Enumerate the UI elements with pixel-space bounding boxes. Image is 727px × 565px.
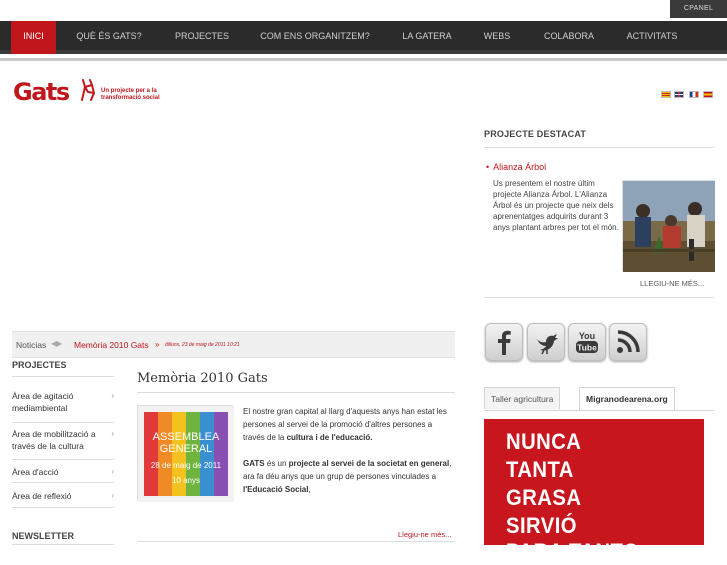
- logo-tagline: [101, 88, 160, 102]
- featured-project-title: PROJECTE DESTACAT: [484, 129, 587, 139]
- nav-item-com-ens-organitzem[interactable]: COM ENS ORGANITZEM?: [260, 31, 370, 41]
- article-read-more-link[interactable]: Llegiu-ne més...: [398, 530, 452, 539]
- text-run: ,: [308, 485, 311, 494]
- tagline-line-1: Un projecte per a la: [101, 88, 157, 94]
- chevron-right-icon: ›: [111, 391, 114, 400]
- tabs-underline: [484, 410, 714, 411]
- bullet-icon: •: [486, 162, 490, 172]
- poster-line-4: 10 anys: [171, 476, 201, 485]
- sidebar-item-agitacio[interactable]: [12, 390, 114, 414]
- article-paragraph-1: [243, 405, 453, 444]
- divider: [12, 482, 114, 483]
- rss-button[interactable]: [609, 323, 647, 361]
- english-flag-icon[interactable]: [674, 91, 684, 98]
- youtube-icon: [573, 328, 601, 356]
- featured-read-more-link[interactable]: LLEGIU-NE MÉS...: [640, 279, 705, 288]
- cpanel-button[interactable]: CPANEL: [670, 0, 727, 18]
- text-run: és un: [264, 459, 289, 468]
- chevron-right-icon: ›: [111, 491, 114, 500]
- banner-line-4: SIRVIÓ: [506, 513, 578, 538]
- tab-taller-agricultura[interactable]: Taller agricultura: [484, 387, 560, 409]
- banner-line-2: TANTA: [506, 457, 574, 482]
- banner-line-3: GRASA: [506, 485, 582, 510]
- tagline-line-2: transformació social: [101, 95, 160, 101]
- divider: [12, 459, 114, 460]
- sidebar-item-label: través de la cultura: [12, 441, 84, 451]
- catalan-flag-icon[interactable]: [661, 91, 671, 98]
- nav-item-inici[interactable]: INICI: [11, 21, 56, 54]
- assembly-poster-image: [138, 406, 234, 502]
- facebook-icon: [490, 328, 518, 356]
- text-run-bold: projecte al servei de la societat en general: [288, 459, 450, 468]
- divider: [484, 147, 714, 148]
- nav-item-colabora[interactable]: COLABORA: [543, 31, 594, 41]
- breadcrumb: [12, 331, 455, 358]
- nav-item-que-es-gats[interactable]: QUÈ ÉS GATS?: [76, 31, 142, 41]
- facebook-button[interactable]: [485, 323, 523, 361]
- sidebar-item-label: Àrea de agitació: [12, 391, 74, 401]
- twitter-bird-icon: [532, 328, 560, 356]
- text-run-bold: l'Educació Social: [243, 485, 309, 494]
- sidebar-item-label: Àrea d'acció: [12, 467, 59, 477]
- tree-planting-photo: [623, 181, 715, 272]
- article-paragraph-2: [243, 457, 453, 496]
- newsletter-section-title: NEWSLETTER: [12, 531, 74, 541]
- text-run: , ara fa déu anys que un grup de persones vinculades a: [243, 459, 452, 481]
- campaign-banner[interactable]: [484, 419, 704, 564]
- banner-line-5: PARA TANTO: [506, 539, 640, 564]
- banner-line-1: NUNCA: [506, 429, 582, 454]
- nav-item-activitats[interactable]: ACTIVITATS: [626, 31, 678, 41]
- article-title[interactable]: Memòria 2010 Gats: [137, 371, 268, 386]
- featured-link-label: Alianza Árbol: [493, 162, 547, 172]
- main-nav: [0, 21, 727, 54]
- poster-line-3: 28 de maig de 2011: [150, 461, 222, 470]
- cat-figure-icon: [79, 78, 97, 102]
- sidebar-item-label: Àrea de mobilització a: [12, 429, 96, 439]
- poster-line-2: GENERAL: [159, 443, 213, 455]
- sidebar-item-label: mediambiental: [12, 403, 68, 413]
- nav-divider: [0, 58, 727, 61]
- tab-migranodearena[interactable]: Migranodearena.org: [579, 387, 675, 410]
- sidebar-item-accio[interactable]: [12, 466, 114, 478]
- featured-photo[interactable]: [622, 180, 714, 271]
- divider: [484, 297, 714, 298]
- divider: [12, 376, 114, 377]
- youtube-button[interactable]: [568, 323, 606, 361]
- svg-text:You: You: [578, 331, 596, 341]
- divider: [12, 422, 114, 423]
- spanish-flag-icon[interactable]: [703, 91, 713, 98]
- text-run-bold: cultura i de l'educació.: [286, 433, 373, 442]
- breadcrumb-separator: »: [155, 340, 160, 349]
- breadcrumb-arrows-icon: ◀▶: [51, 339, 62, 348]
- chevron-right-icon: ›: [111, 429, 114, 438]
- svg-text:Tube: Tube: [577, 342, 597, 353]
- article-body: [243, 405, 453, 496]
- divider: [12, 544, 114, 545]
- language-selector: [661, 91, 715, 100]
- breadcrumb-home-link[interactable]: Noticias: [16, 340, 47, 350]
- text-run-bold: GATS: [243, 459, 265, 468]
- site-logo[interactable]: [13, 78, 173, 110]
- logo-wordmark: Gats: [13, 78, 69, 106]
- twitter-button[interactable]: [527, 323, 565, 361]
- divider: [137, 541, 455, 542]
- nav-item-la-gatera[interactable]: LA GATERA: [402, 31, 452, 41]
- projects-section-title: PROJECTES: [12, 360, 67, 370]
- poster-line-1: ASSEMBLEA: [152, 431, 220, 443]
- chevron-right-icon: ›: [111, 467, 114, 476]
- top-bar: [0, 0, 727, 21]
- sidebar-item-mobilitzacio[interactable]: [12, 428, 114, 452]
- divider: [12, 507, 114, 508]
- french-flag-icon[interactable]: [689, 91, 699, 98]
- article-image[interactable]: [137, 405, 233, 501]
- text-run: El nostre gran capital al llarg d'aquests anys han estat les persones al servei de la promoció d'altres persones a través de la: [243, 407, 447, 442]
- rss-icon: [614, 328, 642, 356]
- breadcrumb-date: dilluns, 23 de maig de 2011 10:21: [165, 342, 240, 348]
- breadcrumb-current-link[interactable]: Memòria 2010 Gats: [74, 340, 149, 350]
- featured-project-link[interactable]: [486, 162, 546, 172]
- sidebar-item-reflexio[interactable]: [12, 490, 114, 502]
- featured-description: Us presentem el nostre últim projecte Alianza Árbol. L'Alianza Árbol és un projecte que neix dels aprenentatges adquirits durant 3 anys plantant arbres per tot el món.: [493, 179, 619, 232]
- nav-item-projectes[interactable]: PROJECTES: [174, 31, 229, 41]
- nav-item-webs[interactable]: WEBS: [483, 31, 511, 41]
- divider: [137, 392, 455, 393]
- sidebar-item-label: Àrea de reflexió: [12, 491, 72, 501]
